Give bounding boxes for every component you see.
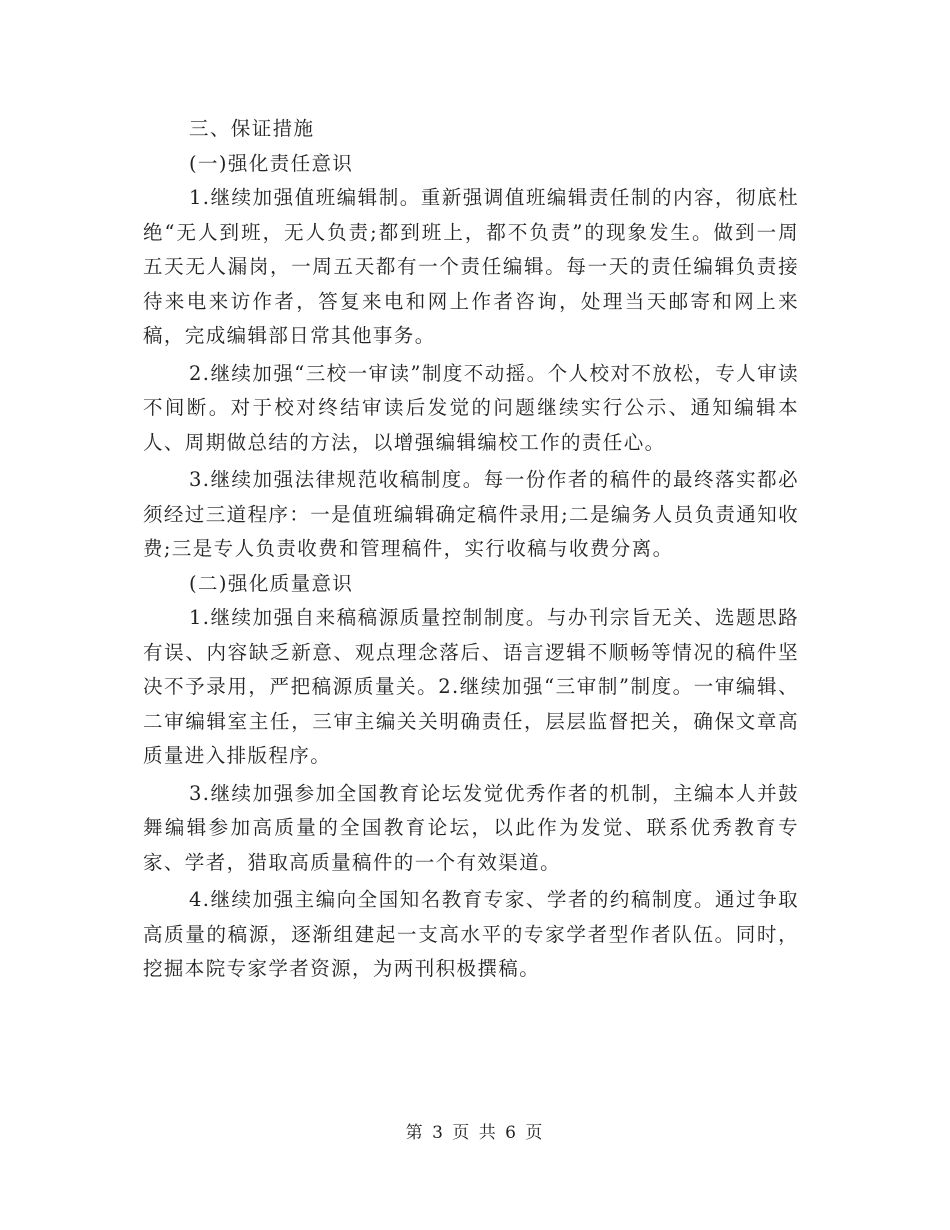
paragraph-expert-solicitation: 4.继续加强主编向全国知名教育专家、学者的约稿制度。通过争取高质量的稿源，逐渐组建起一支高水平的专家学者型作者队伍。同时，挖掘本院专家学者资源，为两刊积极撰稿。 [143, 888, 799, 980]
paragraph-proofreading: 2.继续加强“三校一审读”制度不动摇。个人校对不放松，专人审读不间断。对于校对终结审读后发觉的问题继续实行公示、通知编辑本人、周期做总结的方法，以增强编辑编校工作的责任心。 [143, 361, 799, 454]
paragraph-submission-rules: 3.继续加强法律规范收稿制度。每一份作者的稿件的最终落实都必须经过三道程序：一是值班编辑确定稿件录用;二是编务人员负责通知收费;三是专人负责收费和管理稿件，实行收稿与收费分离。 [143, 468, 799, 560]
section-title: 三、保证措施 [189, 117, 315, 140]
paragraph-forum-authors: 3.继续加强参加全国教育论坛发觉优秀作者的机制，主编本人并鼓舞编辑参加高质量的全国教育论坛，以此作为发觉、联系优秀教育专家、学者，猎取高质量稿件的一个有效渠道。 [143, 781, 799, 874]
document-body [143, 112, 799, 987]
subsection-title-quality: (二)强化质量意识 [189, 571, 354, 595]
paragraph-source-quality: 1.继续加强自来稿稿源质量控制制度。与办刊宗旨无关、选题思路有误、内容缺乏新意、观点理念落后、语言逻辑不顺畅等情况的稿件坚决不予录用，严把稿源质量关。2.继续加强“三审制”制度。一审编辑、二审编辑室主任，三审主编关关明确责任，层层监督把关，确保文章高质量进入排版程序。 [143, 606, 799, 767]
subsection-title-responsibility: (一)强化责任意识 [189, 151, 354, 175]
paragraph-duty-editor: 1.继续加强值班编辑制。重新强调值班编辑责任制的内容，彻底杜绝“无人到班，无人负责;都到班上，都不负责”的现象发生。做到一周五天无人漏岗，一周五天都有一个责任编辑。每一天的责任编辑负责接待来电来访作者，答复来电和网上作者咨询，处理当天邮寄和网上来稿，完成编辑部日常其他事务。 [143, 186, 799, 347]
page-number-footer: 第 3 页 共 6 页 [405, 1123, 545, 1143]
